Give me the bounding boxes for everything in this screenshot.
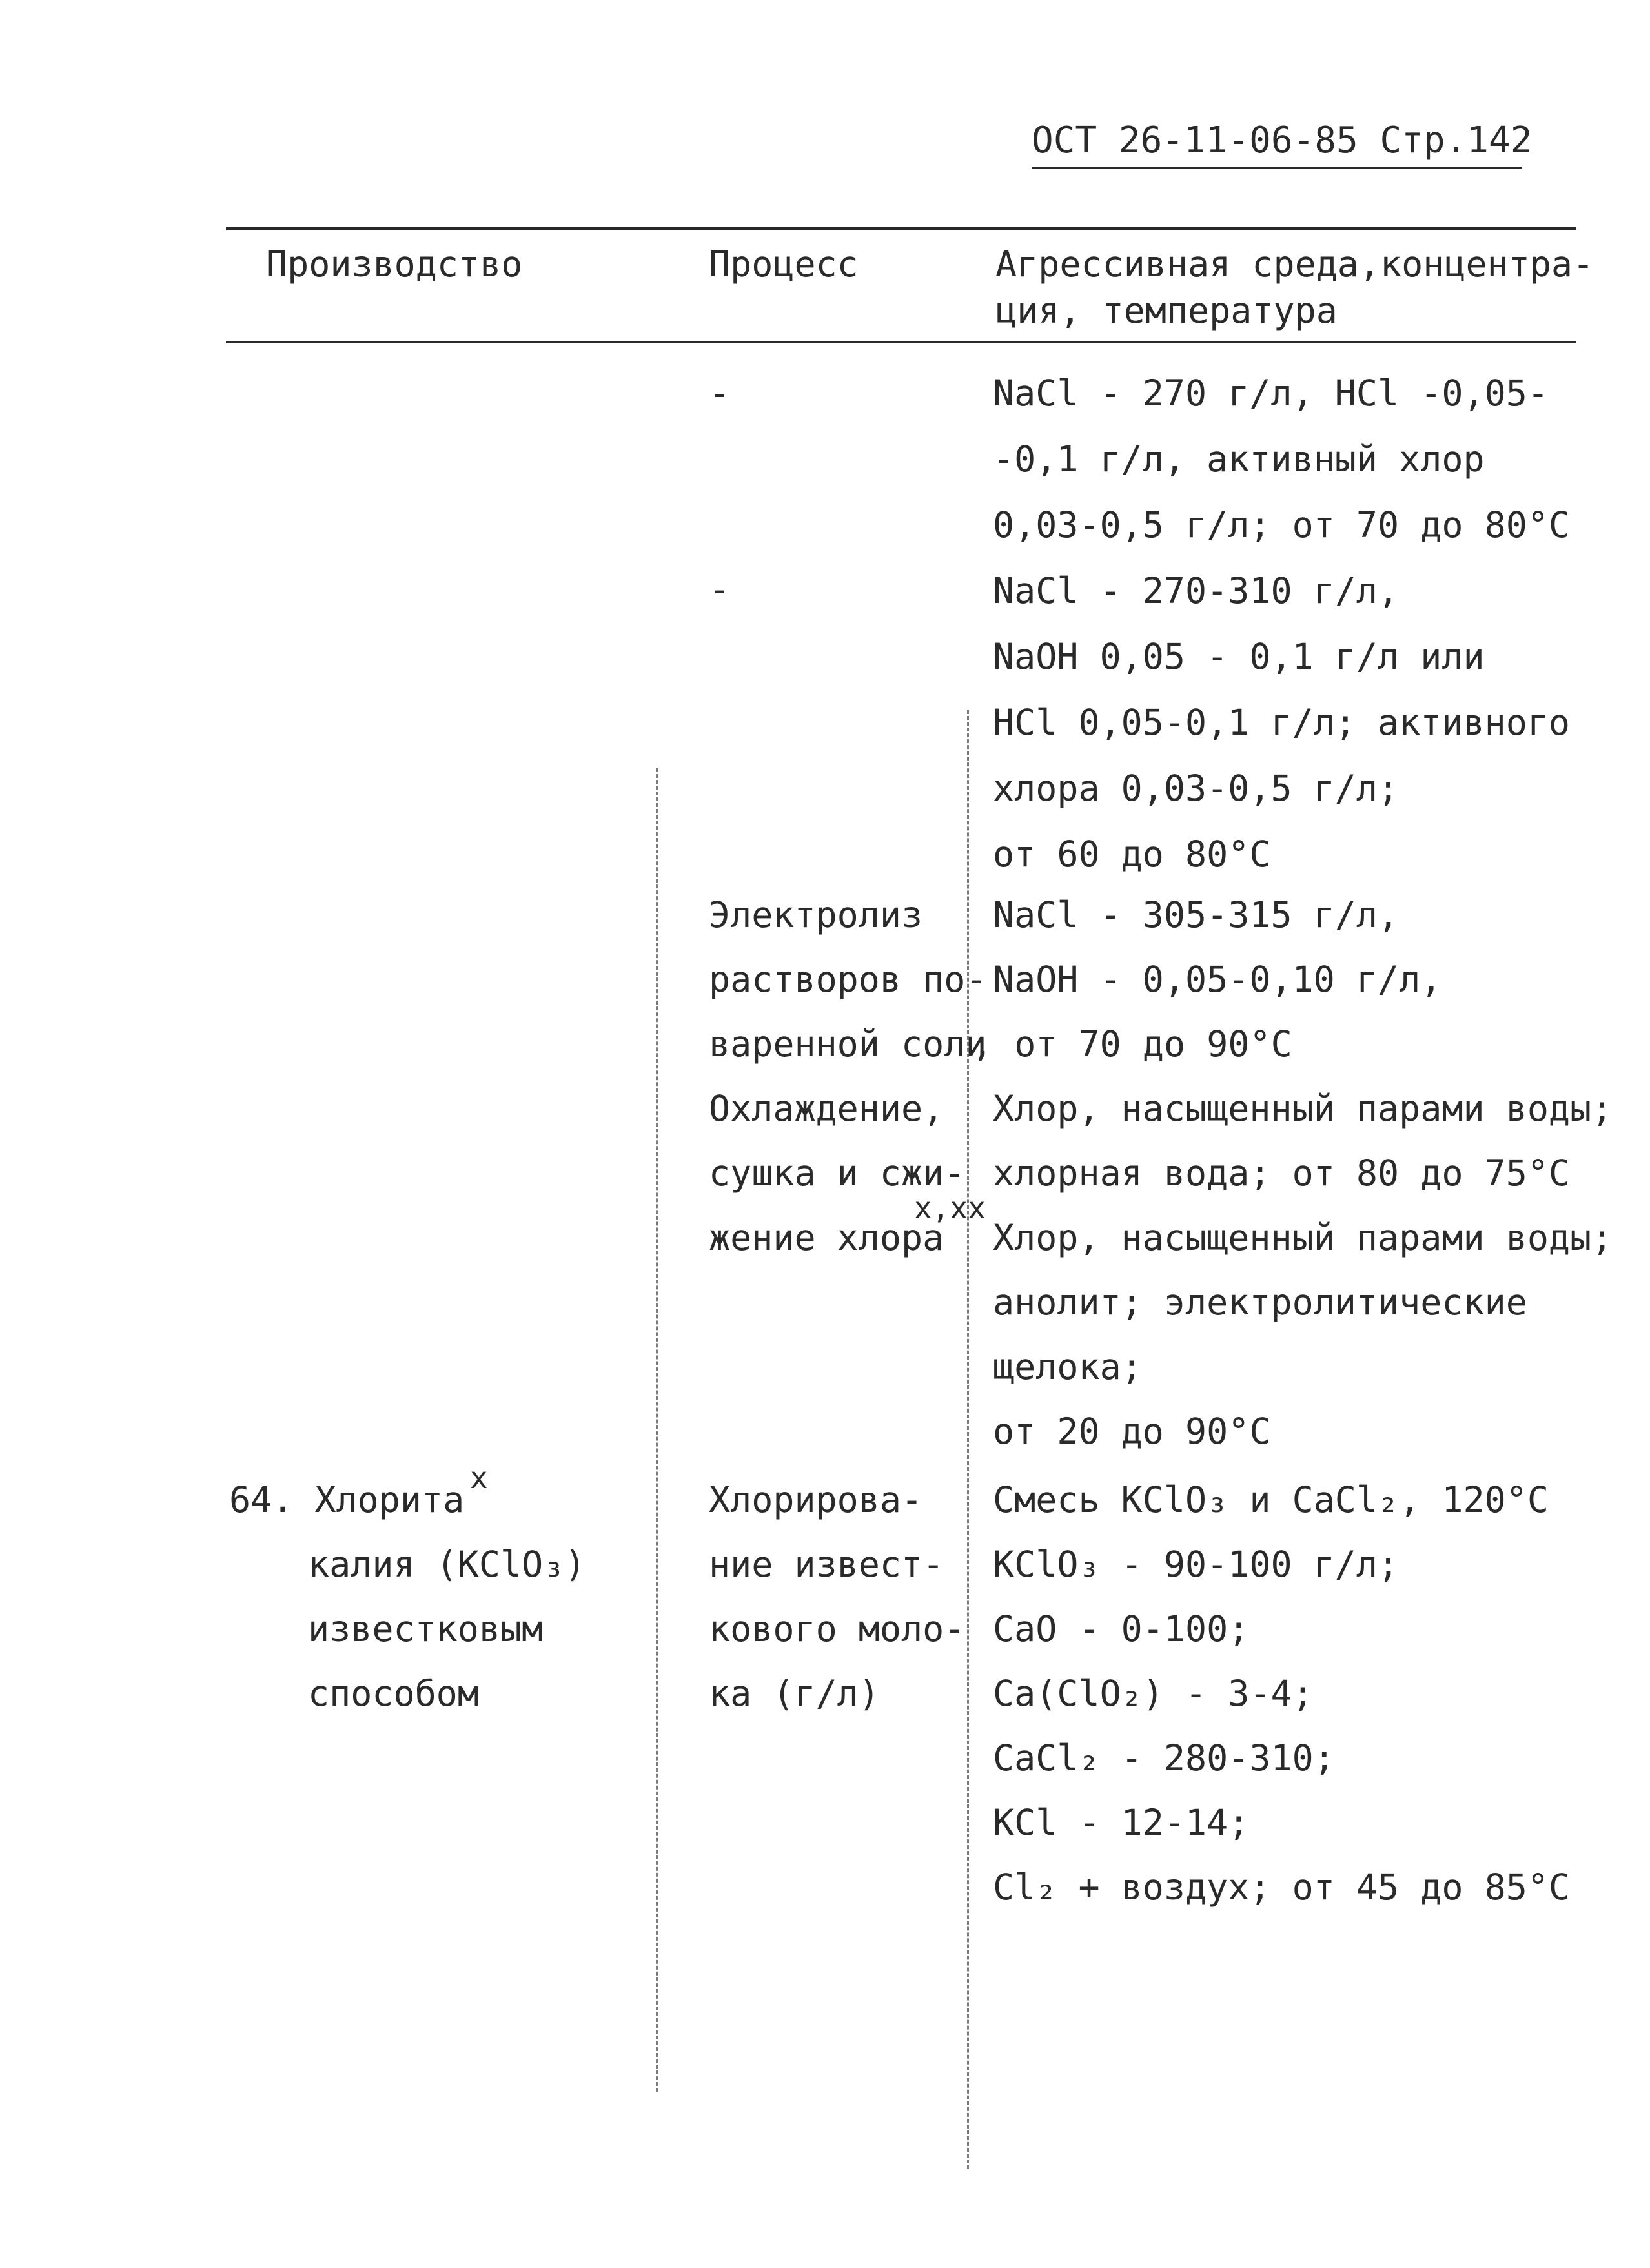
column-separator-2: [967, 710, 969, 2169]
process-line: растворов по-: [709, 959, 987, 1000]
medium-line: хлорная вода; от 80 до 75°С: [993, 1152, 1571, 1194]
medium-line: CaO - 0-100;: [993, 1608, 1250, 1650]
footnote-mark-xxx: x,xx: [914, 1190, 986, 1225]
medium-line: 0,03-0,5 г/л; от 70 до 80°С: [993, 504, 1571, 546]
process-line: Охлаждение,: [709, 1088, 944, 1129]
medium-line: от 60 до 80°С: [993, 833, 1271, 875]
process-line: ние извест-: [709, 1544, 944, 1585]
process-line: ка (г/л): [709, 1673, 880, 1714]
table-top-rule: [226, 227, 1576, 230]
medium-line: щелока;: [993, 1346, 1143, 1387]
process-line: жение хлора: [709, 1217, 944, 1258]
process-line: -: [709, 373, 731, 414]
footnote-mark-x: x: [470, 1460, 488, 1495]
process-line: сушка и сжи-: [709, 1152, 966, 1194]
medium-line: NaOH - 0,05-0,10 г/л,: [993, 959, 1442, 1000]
header-underline: [1032, 167, 1522, 169]
medium-line: NaOH 0,05 - 0,1 г/л или: [993, 636, 1485, 677]
column-header-medium-cont: ция, температура: [995, 290, 1338, 331]
medium-line: Хлор, насыщенный парами воды;: [993, 1088, 1613, 1129]
medium-line: Ca(ClO₂) - 3-4;: [993, 1673, 1314, 1714]
medium-line: -0,1 г/л, активный хлор: [993, 438, 1485, 480]
production-entry-line: калия (KClO₃): [308, 1544, 586, 1585]
medium-line: анолит; электролитические: [993, 1282, 1527, 1323]
medium-line: KCl - 12-14;: [993, 1802, 1250, 1843]
process-line: варенной соли: [709, 1023, 987, 1065]
table-header-rule: [226, 341, 1576, 343]
medium-line: NaCl - 305-315 г/л,: [993, 894, 1400, 935]
medium-line: HCl 0,05-0,1 г/л; активного: [993, 702, 1571, 743]
column-header-medium: Агрессивная среда,концентра-: [995, 243, 1594, 285]
process-line: Хлорирова-: [709, 1479, 923, 1520]
medium-line: хлора 0,03-0,5 г/л;: [993, 768, 1400, 809]
process-line: Электролиз: [709, 894, 923, 935]
column-separator-1: [656, 768, 658, 2092]
medium-line: Хлор, насыщенный парами воды;: [993, 1217, 1613, 1258]
production-entry-line: 64. Хлорита: [229, 1479, 465, 1520]
production-entry-line: известковым: [308, 1608, 544, 1650]
medium-line: KClO₃ - 90-100 г/л;: [993, 1544, 1400, 1585]
document-reference: ОСТ 26-11-06-85 Стр.142: [1032, 119, 1533, 161]
column-header-process: Процесс: [709, 243, 859, 285]
medium-line: NaCl - 270 г/л, HCl -0,05-: [993, 373, 1549, 414]
medium-line: , от 70 до 90°С: [972, 1023, 1292, 1065]
medium-line: NaCl - 270-310 г/л,: [993, 570, 1400, 611]
medium-line: от 20 до 90°С: [993, 1411, 1271, 1452]
process-line: -: [709, 569, 731, 610]
column-header-production: Производство: [266, 243, 523, 285]
medium-line: Cl₂ + воздух; от 45 до 85°С: [993, 1866, 1571, 1908]
production-entry-line: способом: [308, 1673, 479, 1714]
medium-line: Смесь KClO₃ и CaCl₂, 120°С: [993, 1479, 1549, 1520]
process-line: кового моло-: [709, 1608, 966, 1650]
medium-line: CaCl₂ - 280-310;: [993, 1737, 1335, 1779]
